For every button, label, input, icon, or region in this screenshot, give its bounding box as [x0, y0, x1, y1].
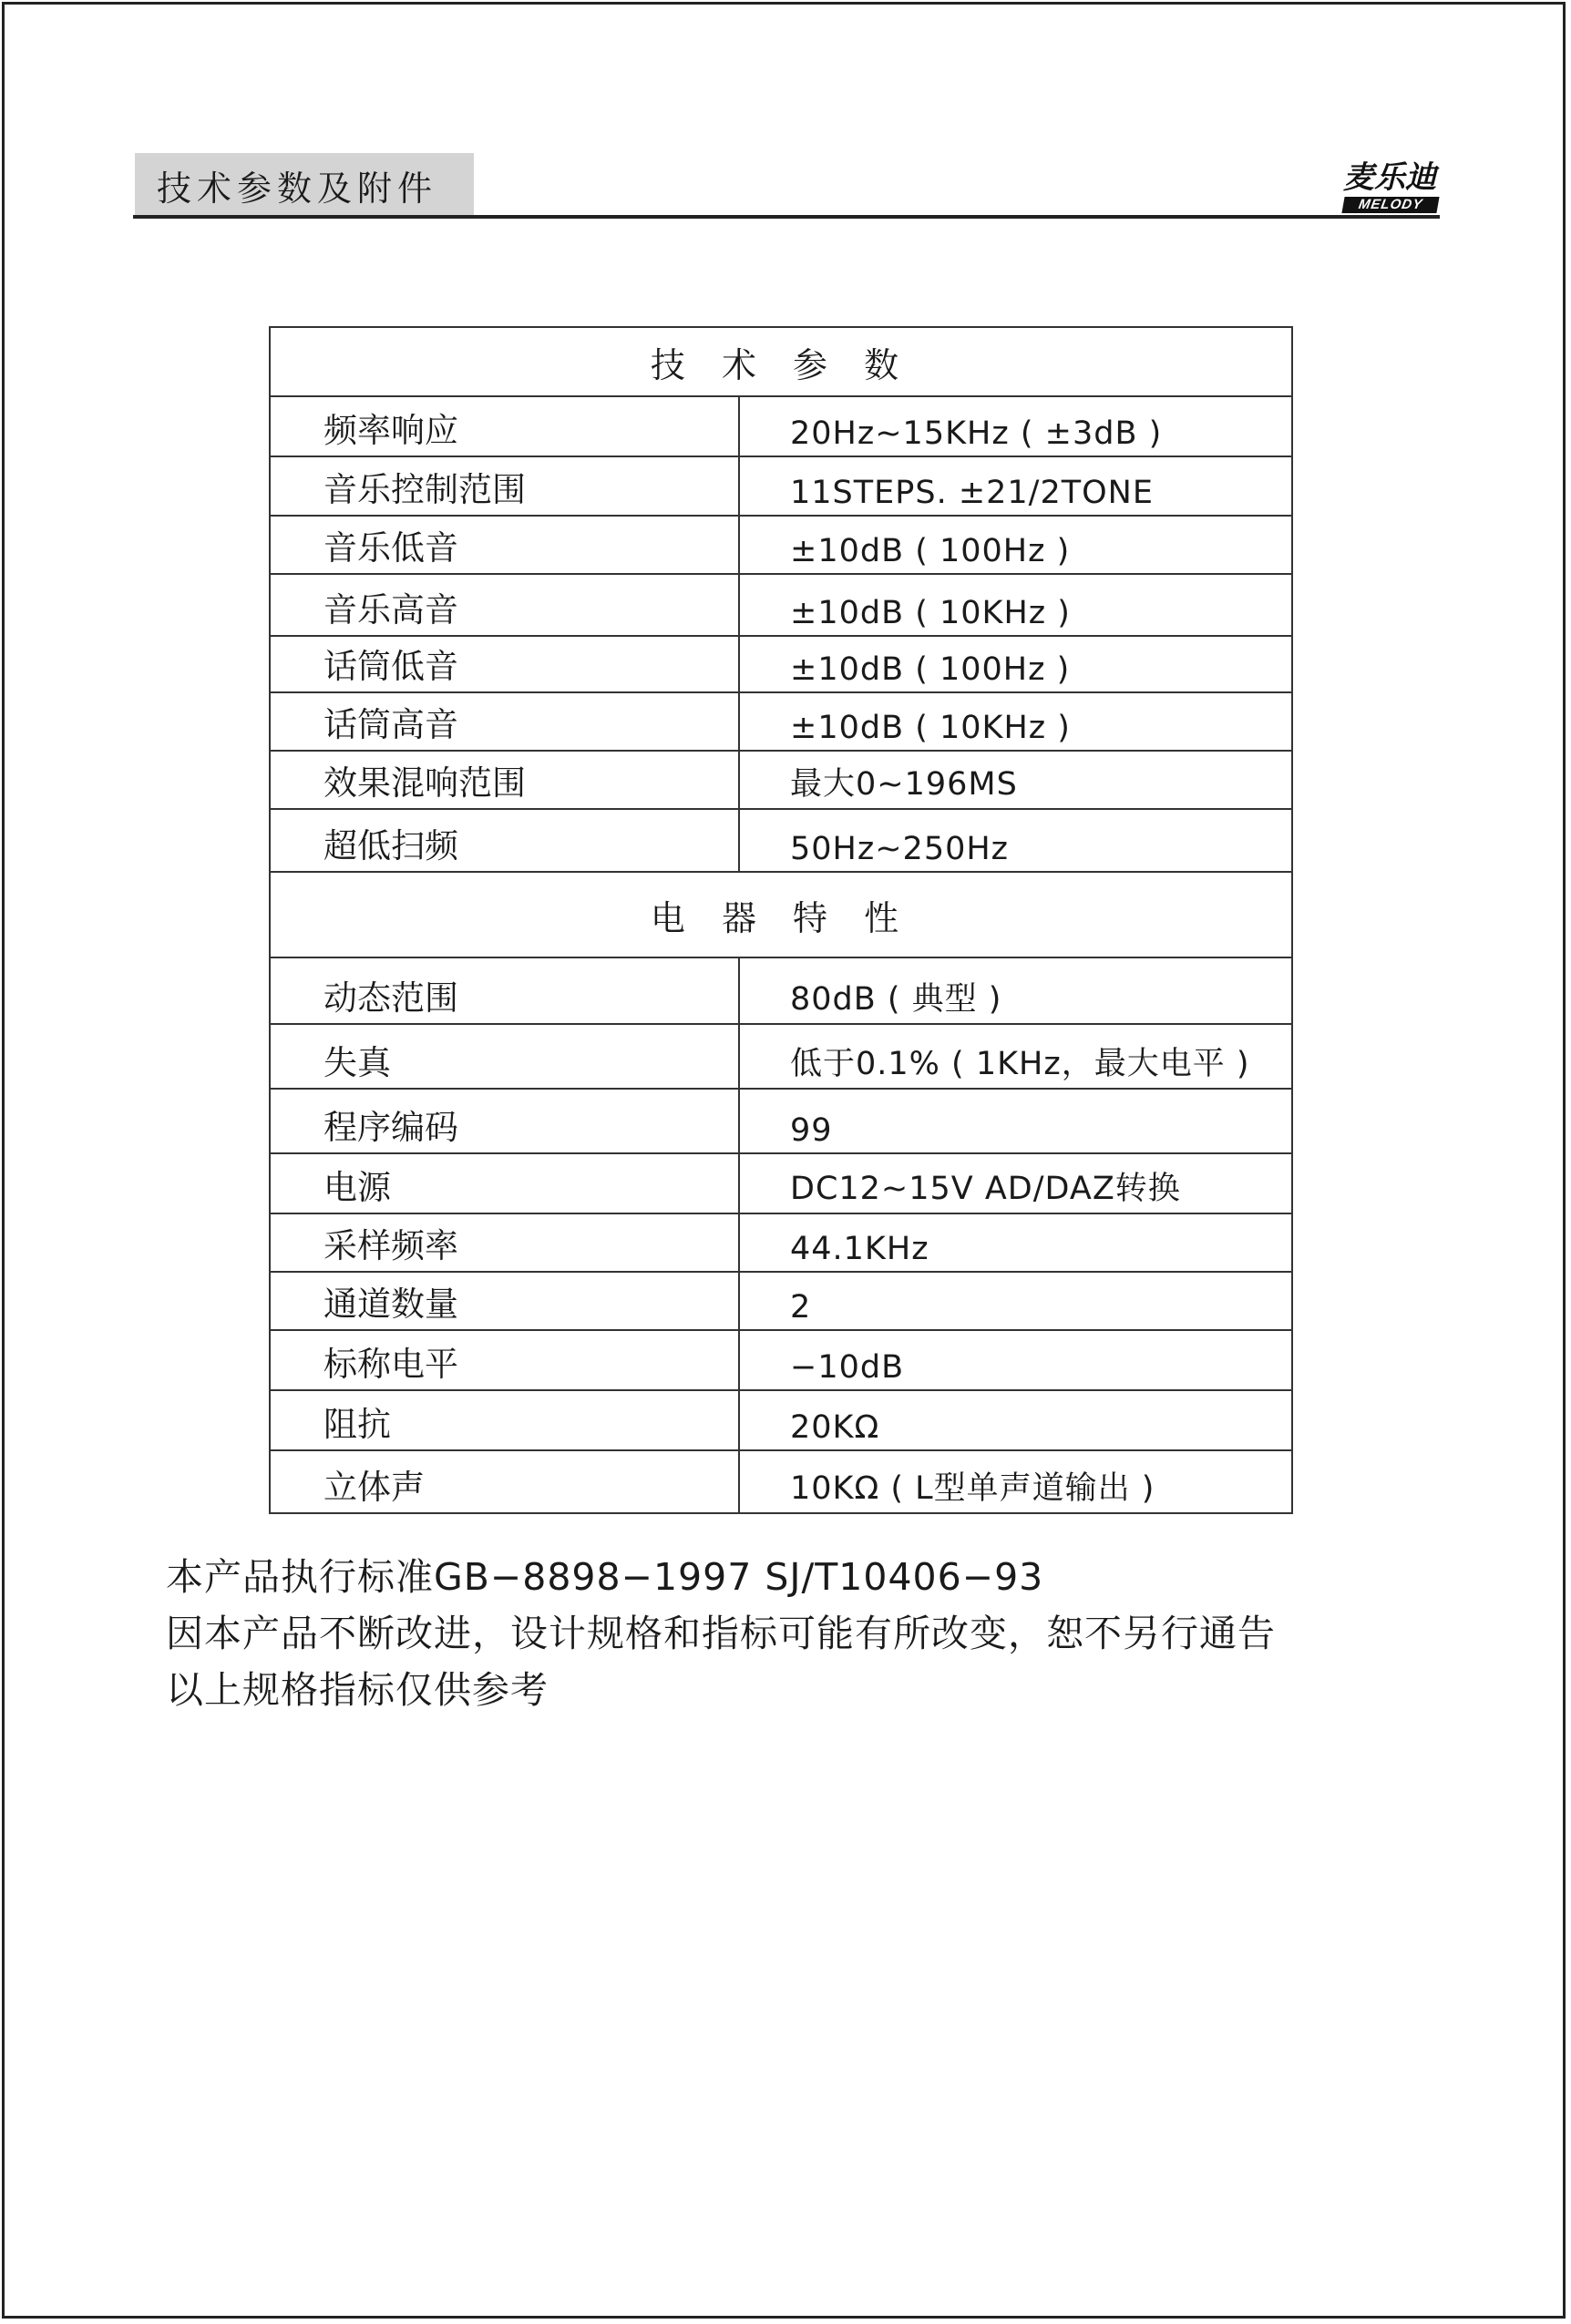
spec-value: 最大0~196MS [790, 766, 1018, 803]
electrical-title: 电 器 特 性 [271, 873, 1291, 958]
spec-label: 标称电平 [271, 1331, 740, 1389]
spec-table [269, 326, 1293, 1514]
spec-value: 99 [790, 1112, 833, 1149]
table-row [271, 1451, 1291, 1512]
spec-value: 10KΩ ( L型单声道输出 ) [790, 1470, 1155, 1507]
spec-label: 频率响应 [271, 397, 740, 456]
table-row [271, 1214, 1291, 1273]
spec-label: 话筒高音 [271, 693, 740, 750]
note-line: 因本产品不断改进，设计规格和指标可能有所改变，恕不另行通告 [166, 1612, 1276, 1655]
spec-value: −10dB [790, 1349, 905, 1386]
tech-specs-title: 技 术 参 数 [271, 328, 1291, 397]
spec-value: 44.1KHz [790, 1231, 929, 1267]
note-line: 本产品执行标准GB−8898−1997 SJ/T10406−93 [166, 1555, 1044, 1599]
table-row [271, 575, 1291, 637]
header-rule [133, 215, 1440, 219]
logo-english-text: MELODY [1341, 197, 1439, 213]
spec-value: ±10dB ( 10KHz ) [790, 595, 1071, 631]
spec-value: 80dB ( 典型 ) [790, 981, 1002, 1018]
notes [166, 1549, 1442, 1718]
spec-value: ±10dB ( 100Hz ) [790, 651, 1071, 688]
spec-label: 话筒低音 [271, 637, 740, 691]
table-row [271, 1090, 1291, 1154]
table-row [271, 397, 1291, 457]
section-title: 技术参数及附件 [135, 153, 474, 217]
logo-chinese-text: 麦乐迪 [1343, 159, 1436, 196]
spec-label: 通道数量 [271, 1273, 740, 1329]
table-row [271, 693, 1291, 752]
table-row [271, 1273, 1291, 1331]
note-line: 以上规格指标仅供参考 [166, 1668, 549, 1712]
table-row [271, 752, 1291, 810]
spec-value: 50Hz~250Hz [790, 831, 1010, 867]
spec-label: 音乐低音 [271, 517, 740, 573]
table-row [271, 810, 1291, 873]
spec-value: 2 [790, 1289, 812, 1326]
table-row [271, 637, 1291, 693]
table-row [271, 1331, 1291, 1391]
spec-label: 采样频率 [271, 1214, 740, 1271]
table-row [271, 958, 1291, 1025]
spec-value: 20Hz~15KHz ( ±3dB ) [790, 415, 1163, 452]
spec-label: 程序编码 [271, 1090, 740, 1152]
table-row [271, 1391, 1291, 1451]
spec-label: 超低扫频 [271, 810, 740, 871]
spec-label: 失真 [271, 1025, 740, 1088]
table-row [271, 1025, 1291, 1090]
spec-value: 低于0.1% ( 1KHz，最大电平 ) [790, 1046, 1250, 1082]
spec-label: 动态范围 [271, 958, 740, 1023]
table-row [271, 457, 1291, 517]
table-row [271, 517, 1291, 575]
spec-label: 电源 [271, 1154, 740, 1213]
spec-label: 音乐高音 [271, 575, 740, 635]
spec-value: 11STEPS. ±21/2TONE [790, 475, 1154, 511]
spec-label: 音乐控制范围 [271, 457, 740, 515]
brand-logo [1340, 160, 1440, 215]
spec-label: 阻抗 [271, 1391, 740, 1449]
spec-label: 效果混响范围 [271, 752, 740, 808]
spec-value: ±10dB ( 10KHz ) [790, 710, 1071, 746]
spec-value: ±10dB ( 100Hz ) [790, 533, 1071, 569]
spec-label: 立体声 [271, 1451, 740, 1512]
table-row [271, 1154, 1291, 1214]
spec-value: DC12~15V AD/DAZ转换 [790, 1171, 1181, 1207]
spec-value: 20KΩ [790, 1409, 880, 1446]
